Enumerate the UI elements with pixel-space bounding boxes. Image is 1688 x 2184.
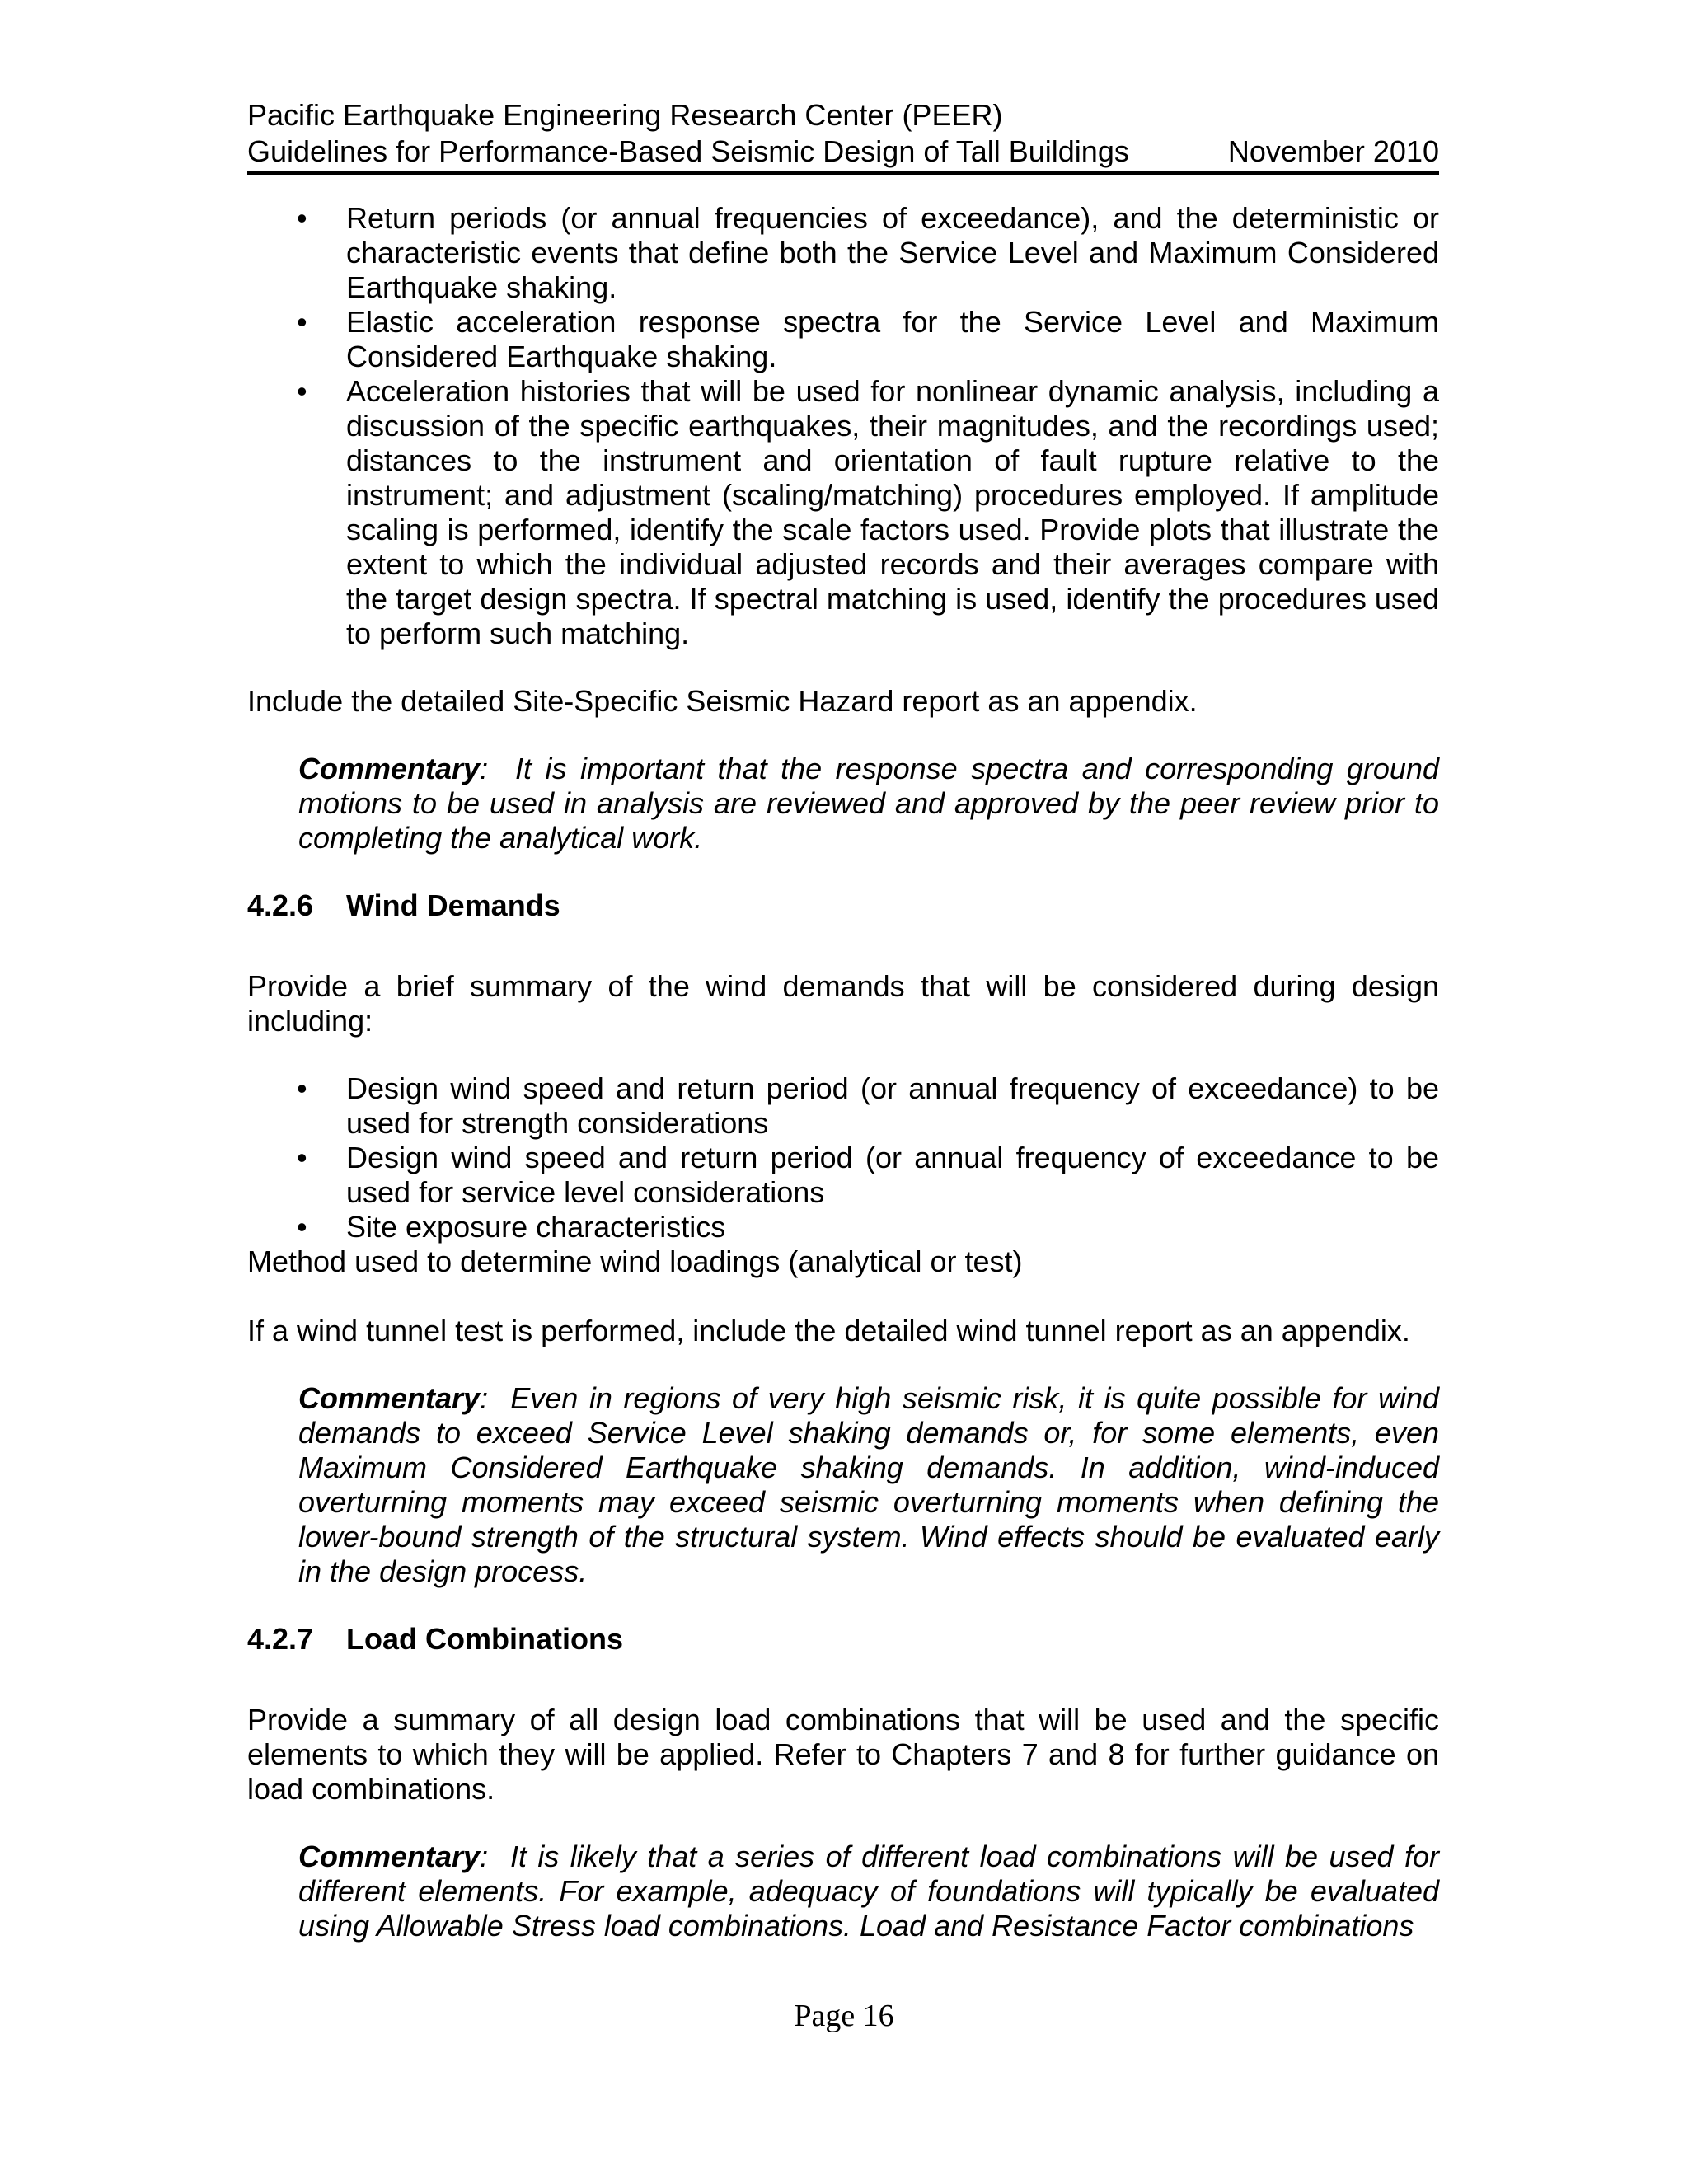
paragraph-load-combinations: Provide a summary of all design load combinations that will be used and the specific elements to which they will be applied. Refer to Chapters 7 and 8 for further guidance on load combinations. — [247, 1703, 1439, 1806]
header-document-title: Guidelines for Performance-Based Seismic Design of Tall Buildings — [247, 134, 1129, 168]
list-item — [247, 305, 1439, 374]
list-item-text: Design wind speed and return period (or annual frequency of exceedance to be used for service level considerations — [346, 1141, 1439, 1209]
commentary-separator: : — [480, 1381, 489, 1415]
list-item-text: Site exposure characteristics — [346, 1210, 726, 1244]
header-date: November 2010 — [1227, 134, 1439, 168]
commentary-text: It is important that the response spectra and corresponding ground motions to be used in analysis are reviewed and approved by the peer review prior to completing the analytical work. — [298, 752, 1439, 855]
commentary-separator: : — [480, 1840, 489, 1873]
paragraph-hazard-appendix: Include the detailed Site-Specific Seismic Hazard report as an appendix. — [247, 684, 1198, 718]
section-title: Wind Demands — [346, 888, 560, 922]
bullet-list-wind — [247, 1071, 1439, 1244]
section-number: 4.2.6 — [247, 888, 314, 922]
commentary-block — [247, 1381, 1439, 1589]
commentary-label: Commentary — [298, 1381, 481, 1415]
bullet-icon: • — [297, 1210, 307, 1244]
header-organization: Pacific Earthquake Engineering Research Center (PEER) — [247, 98, 1003, 132]
bullet-icon: • — [297, 305, 307, 339]
list-item — [247, 1210, 1439, 1244]
list-item — [247, 1071, 1439, 1141]
list-item-text: Design wind speed and return period (or annual frequency of exceedance) to be used for strength considerations — [346, 1071, 1439, 1140]
paragraph-wind-intro: Provide a brief summary of the wind demands that will be considered during design including: — [247, 969, 1439, 1038]
commentary-block — [247, 752, 1439, 855]
list-item — [247, 1141, 1439, 1210]
list-item-text: Acceleration histories that will be used for nonlinear dynamic analysis, including a discussion of the specific earthquakes, their magnitudes, and the recordings used; distances to the instrument and orientation of fault rupture relative to the instrument; and adjustment (scaling/matching) procedures employed. If amplitude scaling is performed, identify the scale factors used. Provide plots that illustrate the extent to which the individual adjusted records and their averages compare with the target design spectra. If spectral matching is used, identify the procedures used to perform such matching. — [346, 374, 1439, 650]
list-item-text: Return periods (or annual frequencies of exceedance), and the deterministic or characteristic events that define both the Service Level and Maximum Considered Earthquake shaking. — [346, 201, 1439, 304]
page-header — [247, 97, 1439, 175]
page-footer — [0, 1998, 1688, 2034]
list-item — [247, 201, 1439, 305]
section-heading-wind-demands — [247, 888, 1439, 923]
commentary-separator: : — [480, 752, 489, 785]
section-number: 4.2.7 — [247, 1622, 314, 1656]
commentary-label: Commentary — [298, 1840, 481, 1873]
page-content — [247, 201, 1439, 1943]
header-line-2 — [247, 134, 1439, 170]
bullet-icon: • — [297, 1141, 307, 1174]
paragraph-wind-method: Method used to determine wind loadings (analytical or test) — [247, 1244, 1023, 1278]
section-title: Load Combinations — [346, 1622, 623, 1656]
commentary-block — [247, 1840, 1439, 1943]
header-line-1 — [247, 97, 1439, 134]
list-item-text: Elastic acceleration response spectra for the Service Level and Maximum Considered Earthquake shaking. — [346, 305, 1439, 373]
bullet-icon: • — [297, 201, 307, 235]
section-heading-load-combinations — [247, 1622, 1439, 1657]
commentary-text: It is likely that a series of different load combinations will be used for different elements. For example, adequacy of foundations will typically be evaluated using Allowable Stress load combinations. Load and Resistance Factor combinations — [298, 1840, 1439, 1943]
page-number: Page 16 — [794, 1999, 894, 2033]
bullet-icon: • — [297, 1071, 307, 1105]
commentary-label: Commentary — [298, 752, 481, 785]
list-item — [247, 374, 1439, 651]
bullet-icon: • — [297, 374, 307, 408]
bullet-list-hazard — [247, 201, 1439, 651]
paragraph-wind-tunnel: If a wind tunnel test is performed, include the detailed wind tunnel report as an appendix. — [247, 1314, 1410, 1347]
commentary-text: Even in regions of very high seismic risk, it is quite possible for wind demands to exceed Service Level shaking demands or, for some elements, even Maximum Considered Earthquake shaking demands. In addition, wind-induced overturning moments may exceed seismic overturning moments when defining the lower-bound strength of the structural system. Wind effects should be evaluated early in the design process. — [298, 1381, 1439, 1588]
